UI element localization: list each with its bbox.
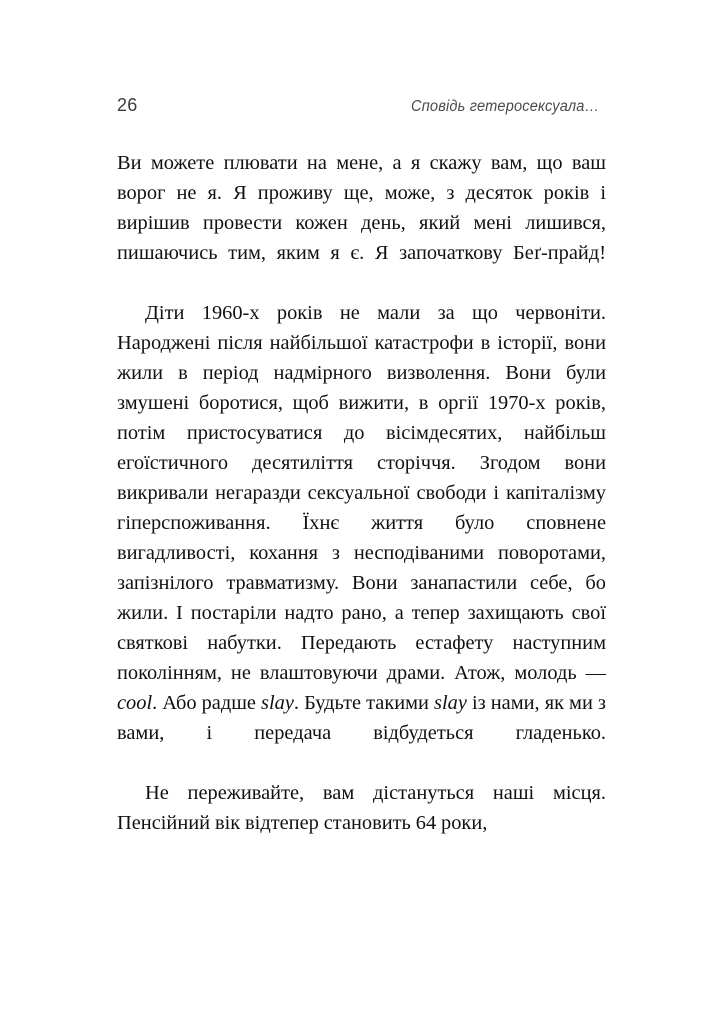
- italic-term: cool: [117, 692, 153, 714]
- paragraph-2: Діти 1960-х років не мали за що червоніти. Народжені після найбільшої катастрофи в історії, вони жили в період надмірного визволення. Вони були змушені боротися, щоб вижити, в оргії 1970-х років, потім пристосуватися до вісімдесятих, найбільш егоїстичного десятиліття сторіччя. Згодом вони викривали негаразди сексуальної свободи і капіталізму гіперспоживання. Їхнє життя було сповнене вигадливості, кохання з несподіваними поворотами, запізнілого травматизму. Вони занапастили себе, бо жили. І постаріли надто рано, а тепер захищають свої святкові набутки. Передають естафету наступним поколінням, не влаштовуючи драми. Атож, молодь — cool. Або радше slay. Будьте такими slay із нами, як ми з вами, і передача відбудеться гладенько.: [117, 302, 606, 744]
- paragraph-3: Не переживайте, вам дістануться наші місця. Пенсійний вік відтепер становить 64 роки,: [117, 782, 606, 834]
- italic-term: slay: [434, 692, 467, 714]
- running-head: [117, 96, 605, 122]
- paragraph-1: Ви можете плювати на мене, а я скажу вам, що ваш ворог не я. Я проживу ще, може, з десяток років і вирішив провести кожен день, який мені лишився, пишаючись тим, яким я є. Я започаткову Беґ-прайд!: [117, 152, 606, 264]
- italic-term: slay: [261, 692, 294, 714]
- body-text-block: [117, 148, 606, 838]
- page-number: 26: [117, 95, 138, 115]
- running-title: Сповідь гетеросексуала…: [410, 98, 599, 115]
